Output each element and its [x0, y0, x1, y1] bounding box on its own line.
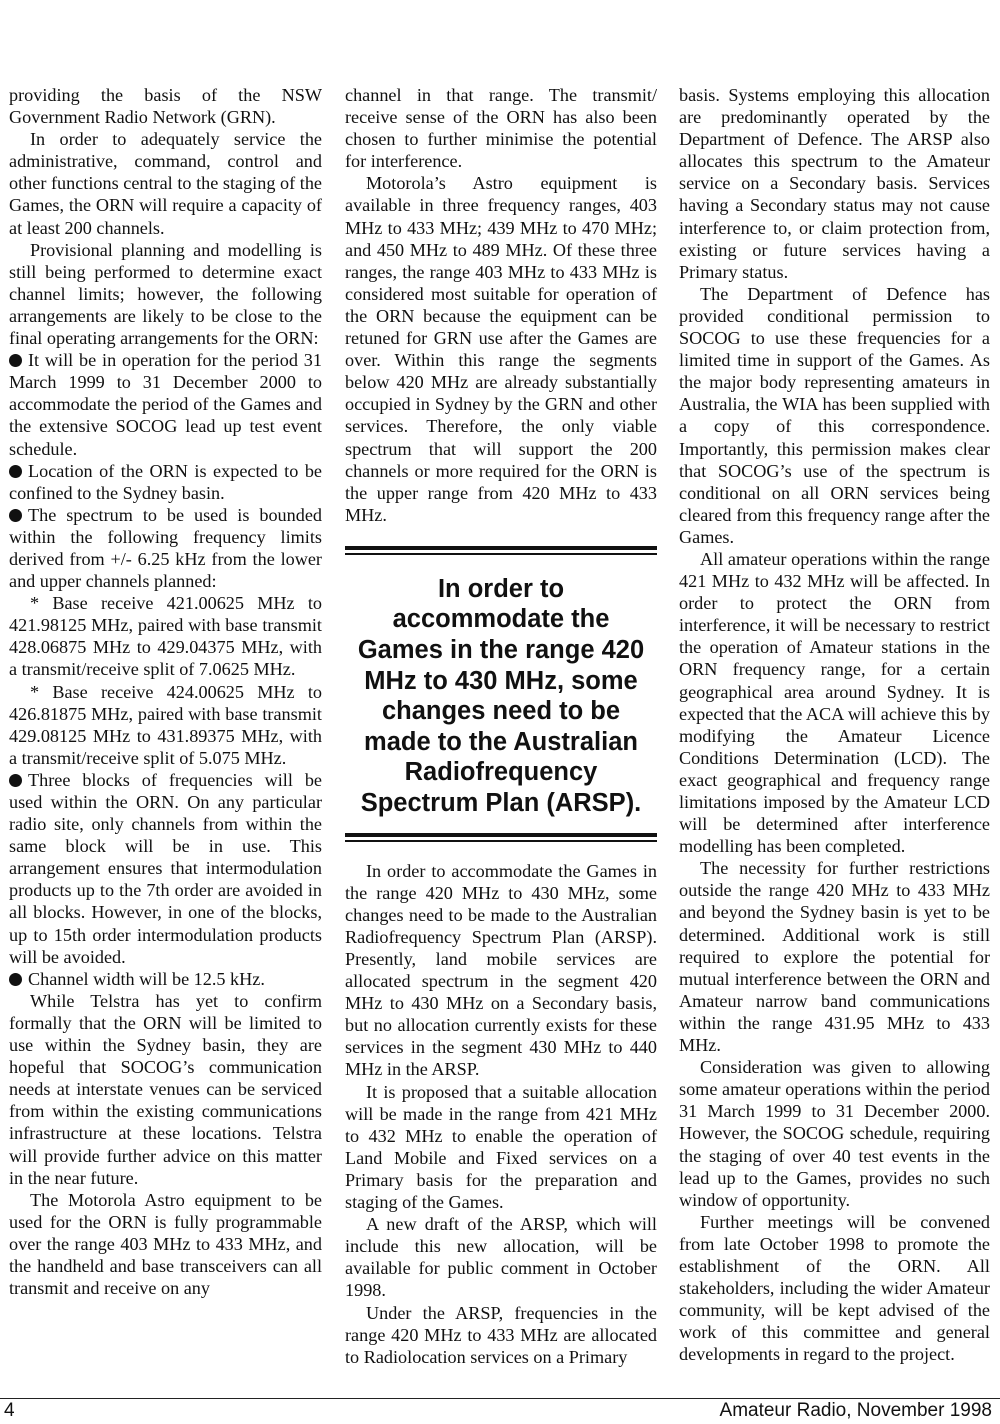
paragraph: basis. Systems employing this allocation are predominantly operated by the Department of Defence. The ARSP also allocates this spectrum to the Amateur service on a Secondary basis. Services having a Secondary status may not cause interference to, or claim protection from, existing or future services having a Primary status.: [679, 85, 990, 282]
bullet-item: [9, 968, 322, 990]
paragraph: Further meetings will be convened from late October 1998 to promote the establishment of the ORN. All stakeholders, including the wider Amateur community, will be kept advised of the work of this committee and general developments in regard to the project.: [679, 1211, 990, 1365]
bullet-text: Channel width will be 12.5 kHz.: [28, 968, 265, 989]
pull-quote: [345, 546, 657, 842]
bullet-text: It will be in operation for the period 31 March 1999 to 31 December 2000 to accommodate the period of the Games and the extensive SOCOG lead up test event schedule.: [9, 350, 322, 459]
page-number: 4: [4, 1400, 15, 1421]
paragraph: All amateur operations within the range 421 MHz to 432 MHz will be affected. In order to protect the ORN from interference, it will be necessary to restrict the operation of Amateur stations in the ORN frequency range, for a certain geographical area around Sydney. It is expected that the ACA will achieve this by modifying the Amateur Licence Conditions Determination (LCD). The exact geographical and frequency range limitations imposed by the Amateur LCD will be determined after interference modelling has been completed.: [679, 548, 990, 857]
publication-name: Amateur Radio, November 1998: [719, 1400, 992, 1421]
bullet-item: [9, 769, 322, 968]
paragraph: providing the basis of the NSW Government Radio Network (GRN).: [9, 85, 322, 128]
bullet-item: [9, 460, 322, 504]
bullet-item: [9, 349, 322, 459]
paragraph: Under the ARSP, frequencies in the range 420 MHz to 433 MHz are allocated to Radiolocation services on a Primary: [345, 1302, 657, 1367]
column-left: [9, 84, 322, 1299]
paragraph: Consideration was given to allowing some amateur operations within the period 31 March 1999 to 31 December 2000. However, the SOCOG schedule, requiring the staging of over 40 test events in the lead up to the Games, provides no such window of opportunity.: [679, 1057, 990, 1210]
bullet-item: [9, 504, 322, 592]
paragraph: The necessity for further restrictions outside the range 420 MHz to 433 MHz and beyond the Sydney basin is yet to be determined. Additional work is still required to explore the potential for mutual interference between the ORN and Amateur narrow band communications within the range 431.95 MHz to 433 MHz.: [679, 858, 990, 1056]
paragraph: channel in that range. The transmit/ receive sense of the ORN has also been chosen to further minimise the potential for interference.: [345, 85, 657, 172]
bullet-icon: [9, 774, 22, 787]
pull-quote-top-rule: [345, 546, 657, 550]
paragraph: In order to accommodate the Games in the range 420 MHz to 430 MHz, some changes need to be made to the Australian Radiofrequency Spectrum Plan (ARSP). Presently, land mobile services are allocated spectrum in the segment 420 MHz to 430 MHz on a Secondary basis, but no allocation currently exists for these services in the segment 430 MHz to 440 MHz in the ARSP.: [345, 860, 657, 1080]
column-right: [679, 84, 990, 1365]
bullet-icon: [9, 354, 22, 367]
paragraph: Provisional planning and modelling is still being performed to determine exact channel limits; however, the following arrangements are likely to be close to the final operating arrangements for the ORN:: [9, 239, 322, 349]
pull-quote-bottom-rule-thin: [345, 840, 657, 842]
bullet-icon: [9, 509, 22, 522]
pull-quote-text: In order to accommodate the Games in the range 420 MHz to 430 MHz, some changes need to be made to the Australian Radiofrequency Spectrum Plan (ARSP).: [357, 574, 645, 818]
bullet-text: Location of the ORN is expected to be confined to the Sydney basin.: [9, 460, 322, 503]
footer-rule: [0, 1398, 1000, 1399]
paragraph: The Department of Defence has provided conditional permission to SOCOG to use these frequencies for a limited time in support of the Games. As the major body representing amateurs in Australia, the WIA has been supplied with a copy of this correspondence. Importantly, this permission makes clear that SOCOG’s use of the spectrum is conditional on all ORN services being cleared from this frequency range after the Games.: [679, 283, 990, 547]
paragraph: Motorola’s Astro equipment is available in three frequency ranges, 403 MHz to 433 MHz; 439 MHz to 470 MHz; and 450 MHz to 489 MHz. Of these three ranges, the range 403 MHz to 433 MHz is considered most suitable for operation of the ORN because the equipment can be retuned for GRN use after the Games are over. Within this range the segments below 420 MHz are already substantially occupied in Sydney by the GRN and other services. Therefore, the only viable spectrum that will support the 200 channels or more required for the ORN is the upper range from 420 MHz to 433 MHz.: [345, 173, 657, 525]
paragraph: A new draft of the ARSP, which will include this new allocation, will be available for public comment in October 1998.: [345, 1214, 657, 1301]
paragraph: * Base receive 424.00625 MHz to 426.81875 MHz, paired with base transmit 429.08125 MHz to 431.89375 MHz, with a transmit/receive split of 5.075 MHz.: [9, 681, 322, 768]
pull-quote-bottom-rule: [345, 833, 657, 837]
bullet-text: Three blocks of frequencies will be used within the ORN. On any particular radio site, only channels from within the same block will be in use. This arrangement ensures that intermodulation products up to the 7th order are avoided in all blocks. However, in one of the blocks, up to 15th order intermodulation products will be avoided.: [9, 769, 322, 967]
bullet-icon: [9, 465, 22, 478]
paragraph: In order to adequately service the administrative, command, control and other functions central to the staging of the Games, the ORN will require a capacity of at least 200 channels.: [9, 129, 322, 238]
paragraph: * Base receive 421.00625 MHz to 421.98125 MHz, paired with base transmit 428.06875 MHz to 429.04375 MHz, with a transmit/receive split of 7.0625 MHz.: [9, 593, 322, 680]
paragraph: While Telstra has yet to confirm formally that the ORN will be limited to use within the Sydney basin, they are hopeful that SOCOG’s communication needs at interstate venues can be serviced from within the existing communications infrastructure at these locations. Telstra will provide further advice on this matter in the near future.: [9, 990, 322, 1188]
paragraph: The Motorola Astro equipment to be used for the ORN is fully programmable over the range 403 MHz to 433 MHz, and the handheld and base transceivers can all transmit and receive on any: [9, 1189, 322, 1299]
bullet-text: The spectrum to be used is bounded within the following frequency limits derived from +/- 6.25 kHz from the lower and upper channels planned:: [9, 504, 322, 592]
paragraph: It is proposed that a suitable allocation will be made in the range from 421 MHz to 432 MHz to enable the operation of Land Mobile and Fixed services on a Primary basis for the preparation and staging of the Games.: [345, 1081, 657, 1213]
bullet-icon: [9, 973, 22, 986]
column-middle: [345, 84, 657, 1368]
pull-quote-top-rule-thin: [345, 553, 657, 555]
